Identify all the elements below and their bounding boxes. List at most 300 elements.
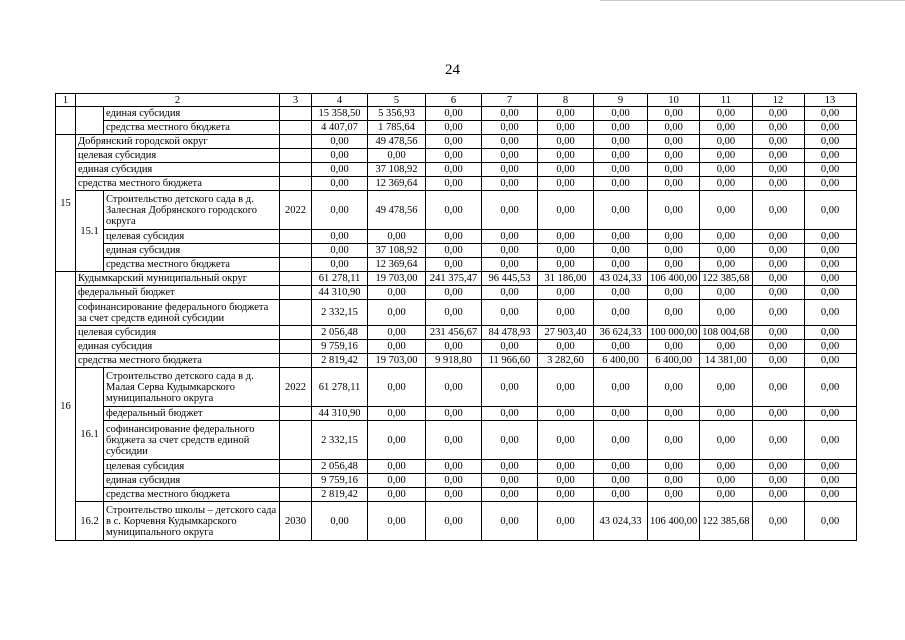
value-cell: 0,00 [648, 135, 700, 149]
year-cell: 2022 [280, 191, 312, 230]
value-cell: 0,00 [752, 191, 804, 230]
row-name: Строительство детского сада в д. Малая Серва Кудымкарского муниципального округа [104, 368, 280, 407]
value-cell: 0,00 [804, 244, 856, 258]
table-row [56, 300, 857, 326]
value-cell: 0,00 [594, 488, 648, 502]
value-cell: 0,00 [700, 340, 752, 354]
value-cell: 0,00 [368, 407, 426, 421]
value-cell: 0,00 [368, 474, 426, 488]
table-row [56, 191, 857, 230]
value-cell: 0,00 [700, 460, 752, 474]
value-cell: 0,00 [648, 149, 700, 163]
value-cell: 0,00 [368, 230, 426, 244]
value-cell: 0,00 [594, 300, 648, 326]
value-cell: 9 759,16 [312, 340, 368, 354]
value-cell: 0,00 [482, 230, 538, 244]
table-row [56, 107, 857, 121]
header-cell: 7 [482, 94, 538, 107]
value-cell: 0,00 [312, 244, 368, 258]
value-cell: 0,00 [368, 149, 426, 163]
value-cell: 0,00 [368, 421, 426, 460]
value-cell: 0,00 [594, 407, 648, 421]
value-cell: 0,00 [594, 230, 648, 244]
value-cell: 0,00 [648, 286, 700, 300]
value-cell: 0,00 [804, 300, 856, 326]
value-cell: 0,00 [648, 340, 700, 354]
value-cell: 122 385,68 [700, 502, 752, 541]
value-cell: 0,00 [804, 502, 856, 541]
value-cell: 1 785,64 [368, 121, 426, 135]
value-cell: 0,00 [482, 407, 538, 421]
value-cell: 2 332,15 [312, 300, 368, 326]
value-cell: 0,00 [594, 191, 648, 230]
value-cell: 0,00 [804, 258, 856, 272]
value-cell: 0,00 [648, 258, 700, 272]
value-cell: 0,00 [482, 368, 538, 407]
value-cell: 0,00 [594, 244, 648, 258]
value-cell: 0,00 [752, 407, 804, 421]
value-cell: 0,00 [648, 107, 700, 121]
value-cell: 0,00 [700, 368, 752, 407]
value-cell: 0,00 [752, 107, 804, 121]
value-cell: 0,00 [426, 474, 482, 488]
value-cell: 0,00 [482, 244, 538, 258]
value-cell: 49 478,56 [368, 135, 426, 149]
value-cell: 0,00 [482, 135, 538, 149]
value-cell: 0,00 [804, 272, 856, 286]
value-cell: 2 819,42 [312, 354, 368, 368]
year-cell [280, 163, 312, 177]
value-cell: 0,00 [594, 474, 648, 488]
sub-item-number: 16.1 [76, 368, 104, 502]
row-name: Строительство школы – детского сада в с. Корчевня Кудымкарского муниципального округа [104, 502, 280, 541]
value-cell: 0,00 [312, 135, 368, 149]
table-row [56, 177, 857, 191]
value-cell: 0,00 [700, 107, 752, 121]
value-cell: 0,00 [538, 340, 594, 354]
value-cell: 96 445,53 [482, 272, 538, 286]
value-cell: 2 056,48 [312, 326, 368, 340]
value-cell: 2 332,15 [312, 421, 368, 460]
value-cell: 14 381,00 [700, 354, 752, 368]
value-cell: 0,00 [312, 163, 368, 177]
value-cell: 0,00 [648, 474, 700, 488]
value-cell: 44 310,90 [312, 407, 368, 421]
value-cell: 0,00 [538, 107, 594, 121]
table-row [56, 368, 857, 407]
value-cell: 0,00 [538, 474, 594, 488]
value-cell: 0,00 [538, 163, 594, 177]
value-cell: 0,00 [426, 135, 482, 149]
value-cell: 0,00 [368, 488, 426, 502]
page-number: 24 [445, 62, 460, 78]
table-row [56, 163, 857, 177]
row-name: целевая субсидия [76, 149, 280, 163]
value-cell: 0,00 [594, 135, 648, 149]
value-cell: 0,00 [312, 502, 368, 541]
value-cell: 0,00 [426, 300, 482, 326]
value-cell: 0,00 [752, 177, 804, 191]
value-cell: 2 819,42 [312, 488, 368, 502]
value-cell: 0,00 [482, 460, 538, 474]
header-cell: 10 [648, 94, 700, 107]
value-cell: 0,00 [538, 191, 594, 230]
value-cell: 0,00 [700, 191, 752, 230]
value-cell: 0,00 [700, 421, 752, 460]
row-name: федеральный бюджет [76, 286, 280, 300]
header-cell: 5 [368, 94, 426, 107]
header-cell: 8 [538, 94, 594, 107]
value-cell: 0,00 [804, 163, 856, 177]
year-cell [280, 121, 312, 135]
value-cell: 0,00 [804, 230, 856, 244]
value-cell: 0,00 [426, 421, 482, 460]
row-name: федеральный бюджет [104, 407, 280, 421]
year-cell [280, 340, 312, 354]
value-cell: 0,00 [594, 368, 648, 407]
year-cell [280, 407, 312, 421]
year-cell [280, 286, 312, 300]
value-cell: 0,00 [752, 502, 804, 541]
value-cell: 9 759,16 [312, 474, 368, 488]
value-cell: 0,00 [312, 258, 368, 272]
value-cell: 36 624,33 [594, 326, 648, 340]
value-cell: 0,00 [648, 488, 700, 502]
value-cell: 0,00 [752, 421, 804, 460]
value-cell: 0,00 [482, 286, 538, 300]
header-cell: 2 [76, 94, 280, 107]
value-cell: 0,00 [594, 121, 648, 135]
year-cell [280, 230, 312, 244]
value-cell: 19 703,00 [368, 272, 426, 286]
value-cell: 19 703,00 [368, 354, 426, 368]
value-cell: 0,00 [538, 488, 594, 502]
value-cell: 0,00 [482, 421, 538, 460]
row-name: целевая субсидия [104, 230, 280, 244]
row-name: средства местного бюджета [104, 258, 280, 272]
year-cell [280, 244, 312, 258]
year-cell [280, 460, 312, 474]
value-cell: 0,00 [804, 460, 856, 474]
value-cell: 0,00 [482, 258, 538, 272]
value-cell: 0,00 [700, 163, 752, 177]
table-row [56, 421, 857, 460]
row-name: средства местного бюджета [76, 354, 280, 368]
value-cell: 0,00 [426, 502, 482, 541]
row-name: единая субсидия [104, 107, 280, 121]
value-cell: 0,00 [752, 368, 804, 407]
year-cell [280, 135, 312, 149]
value-cell: 0,00 [804, 474, 856, 488]
value-cell: 108 004,68 [700, 326, 752, 340]
value-cell: 106 400,00 [648, 272, 700, 286]
value-cell: 0,00 [700, 135, 752, 149]
value-cell: 0,00 [594, 421, 648, 460]
value-cell: 0,00 [648, 230, 700, 244]
value-cell: 31 186,00 [538, 272, 594, 286]
value-cell: 0,00 [804, 326, 856, 340]
header-cell: 4 [312, 94, 368, 107]
table-row [56, 340, 857, 354]
value-cell: 0,00 [426, 149, 482, 163]
value-cell: 0,00 [648, 163, 700, 177]
value-cell: 0,00 [752, 300, 804, 326]
item-number: 16 [56, 272, 76, 541]
value-cell: 0,00 [426, 368, 482, 407]
row-name: средства местного бюджета [104, 488, 280, 502]
value-cell: 0,00 [426, 286, 482, 300]
value-cell: 0,00 [538, 258, 594, 272]
value-cell: 9 918,80 [426, 354, 482, 368]
value-cell: 0,00 [752, 460, 804, 474]
value-cell: 6 400,00 [648, 354, 700, 368]
value-cell: 100 000,00 [648, 326, 700, 340]
value-cell: 0,00 [368, 340, 426, 354]
value-cell: 49 478,56 [368, 191, 426, 230]
value-cell: 0,00 [752, 340, 804, 354]
row-name: единая субсидия [104, 244, 280, 258]
value-cell: 12 369,64 [368, 177, 426, 191]
value-cell: 0,00 [804, 121, 856, 135]
value-cell: 0,00 [426, 121, 482, 135]
value-cell: 0,00 [594, 286, 648, 300]
table-row [56, 326, 857, 340]
value-cell: 0,00 [426, 488, 482, 502]
value-cell: 0,00 [368, 368, 426, 407]
table-row [56, 286, 857, 300]
value-cell: 0,00 [648, 421, 700, 460]
value-cell: 0,00 [482, 300, 538, 326]
value-cell: 12 369,64 [368, 258, 426, 272]
value-cell: 44 310,90 [312, 286, 368, 300]
value-cell: 0,00 [804, 421, 856, 460]
value-cell: 0,00 [594, 149, 648, 163]
value-cell: 0,00 [538, 421, 594, 460]
value-cell: 0,00 [804, 135, 856, 149]
header-cell: 12 [752, 94, 804, 107]
value-cell: 6 400,00 [594, 354, 648, 368]
header-cell: 9 [594, 94, 648, 107]
value-cell: 0,00 [804, 488, 856, 502]
value-cell: 0,00 [538, 244, 594, 258]
row-name: средства местного бюджета [76, 177, 280, 191]
year-cell [280, 474, 312, 488]
year-cell [280, 326, 312, 340]
table-row [56, 502, 857, 541]
value-cell: 0,00 [426, 107, 482, 121]
value-cell: 0,00 [752, 163, 804, 177]
year-cell [280, 177, 312, 191]
value-cell: 0,00 [752, 135, 804, 149]
value-cell: 0,00 [312, 191, 368, 230]
value-cell: 0,00 [538, 460, 594, 474]
value-cell: 0,00 [312, 149, 368, 163]
row-name: единая субсидия [104, 474, 280, 488]
value-cell: 0,00 [700, 286, 752, 300]
year-cell [280, 488, 312, 502]
value-cell: 0,00 [752, 474, 804, 488]
value-cell: 0,00 [482, 163, 538, 177]
value-cell: 0,00 [804, 149, 856, 163]
year-cell [280, 149, 312, 163]
value-cell: 0,00 [426, 191, 482, 230]
row-name: целевая субсидия [76, 326, 280, 340]
table-header-row [56, 94, 857, 107]
value-cell: 0,00 [482, 474, 538, 488]
value-cell: 0,00 [538, 230, 594, 244]
value-cell: 0,00 [312, 230, 368, 244]
budget-table [55, 93, 857, 541]
item-number: 15 [56, 135, 76, 272]
value-cell: 0,00 [594, 258, 648, 272]
value-cell: 61 278,11 [312, 368, 368, 407]
year-cell [280, 272, 312, 286]
value-cell: 0,00 [648, 191, 700, 230]
value-cell: 0,00 [538, 177, 594, 191]
table-row [56, 460, 857, 474]
value-cell: 0,00 [594, 107, 648, 121]
value-cell: 0,00 [482, 121, 538, 135]
scan-edge-line [600, 0, 905, 1]
value-cell: 0,00 [426, 163, 482, 177]
row-name: Добрянский городской округ [76, 135, 280, 149]
value-cell: 0,00 [648, 407, 700, 421]
table-row [56, 121, 857, 135]
table-row [56, 272, 857, 286]
row-name: целевая субсидия [104, 460, 280, 474]
value-cell: 0,00 [804, 354, 856, 368]
value-cell: 0,00 [538, 286, 594, 300]
year-cell [280, 258, 312, 272]
value-cell: 0,00 [804, 107, 856, 121]
value-cell: 0,00 [538, 149, 594, 163]
header-cell: 6 [426, 94, 482, 107]
table-row [56, 488, 857, 502]
row-name: Кудымкарский муниципальный округ [76, 272, 280, 286]
value-cell: 0,00 [368, 326, 426, 340]
row-name: единая субсидия [76, 163, 280, 177]
year-cell [280, 107, 312, 121]
value-cell: 0,00 [648, 244, 700, 258]
value-cell: 0,00 [426, 230, 482, 244]
empty-cell [76, 107, 104, 135]
value-cell: 0,00 [752, 230, 804, 244]
value-cell: 27 903,40 [538, 326, 594, 340]
value-cell: 231 456,67 [426, 326, 482, 340]
value-cell: 0,00 [700, 258, 752, 272]
value-cell: 0,00 [752, 272, 804, 286]
value-cell: 0,00 [700, 474, 752, 488]
table-row [56, 230, 857, 244]
value-cell: 0,00 [594, 163, 648, 177]
value-cell: 0,00 [804, 340, 856, 354]
value-cell: 3 282,60 [538, 354, 594, 368]
value-cell: 0,00 [482, 149, 538, 163]
year-cell [280, 300, 312, 326]
value-cell: 0,00 [804, 407, 856, 421]
value-cell: 0,00 [368, 300, 426, 326]
value-cell: 15 358,50 [312, 107, 368, 121]
value-cell: 0,00 [538, 368, 594, 407]
value-cell: 0,00 [482, 191, 538, 230]
header-cell: 1 [56, 94, 76, 107]
value-cell: 0,00 [700, 149, 752, 163]
value-cell: 43 024,33 [594, 502, 648, 541]
value-cell: 0,00 [368, 286, 426, 300]
value-cell: 0,00 [594, 340, 648, 354]
year-cell [280, 421, 312, 460]
value-cell: 0,00 [804, 191, 856, 230]
value-cell: 37 108,92 [368, 163, 426, 177]
value-cell: 0,00 [648, 177, 700, 191]
value-cell: 0,00 [752, 286, 804, 300]
value-cell: 0,00 [426, 177, 482, 191]
value-cell: 0,00 [482, 340, 538, 354]
value-cell: 5 356,93 [368, 107, 426, 121]
value-cell: 0,00 [804, 177, 856, 191]
value-cell: 0,00 [700, 177, 752, 191]
value-cell: 0,00 [700, 300, 752, 326]
value-cell: 0,00 [648, 460, 700, 474]
header-cell: 11 [700, 94, 752, 107]
value-cell: 0,00 [804, 368, 856, 407]
row-name: средства местного бюджета [104, 121, 280, 135]
value-cell: 0,00 [482, 502, 538, 541]
value-cell: 0,00 [538, 300, 594, 326]
value-cell: 0,00 [368, 460, 426, 474]
value-cell: 37 108,92 [368, 244, 426, 258]
value-cell: 0,00 [700, 488, 752, 502]
value-cell: 0,00 [648, 300, 700, 326]
value-cell: 0,00 [426, 340, 482, 354]
header-cell: 3 [280, 94, 312, 107]
value-cell: 0,00 [426, 258, 482, 272]
value-cell: 0,00 [752, 121, 804, 135]
value-cell: 0,00 [482, 488, 538, 502]
table-row [56, 149, 857, 163]
row-name: Строительство детского сада в д. Залесная Добрянского городского округа [104, 191, 280, 230]
value-cell: 0,00 [538, 502, 594, 541]
value-cell: 61 278,11 [312, 272, 368, 286]
value-cell: 0,00 [752, 326, 804, 340]
value-cell: 0,00 [426, 244, 482, 258]
row-name: софинансирование федерального бюджета за счет средств единой субсидии [76, 300, 280, 326]
value-cell: 43 024,33 [594, 272, 648, 286]
value-cell: 2 056,48 [312, 460, 368, 474]
value-cell: 0,00 [538, 407, 594, 421]
value-cell: 0,00 [594, 177, 648, 191]
value-cell: 0,00 [538, 121, 594, 135]
value-cell: 0,00 [594, 460, 648, 474]
table-row [56, 244, 857, 258]
value-cell: 0,00 [648, 121, 700, 135]
table-row [56, 258, 857, 272]
value-cell: 11 966,60 [482, 354, 538, 368]
table-row [56, 135, 857, 149]
sub-item-number: 16.2 [76, 502, 104, 541]
value-cell: 0,00 [804, 286, 856, 300]
value-cell: 0,00 [482, 177, 538, 191]
value-cell: 0,00 [482, 107, 538, 121]
value-cell: 106 400,00 [648, 502, 700, 541]
value-cell: 0,00 [752, 149, 804, 163]
value-cell: 0,00 [752, 354, 804, 368]
table-row [56, 354, 857, 368]
row-name: единая субсидия [76, 340, 280, 354]
value-cell: 4 407,07 [312, 121, 368, 135]
table-row [56, 407, 857, 421]
table-row [56, 474, 857, 488]
